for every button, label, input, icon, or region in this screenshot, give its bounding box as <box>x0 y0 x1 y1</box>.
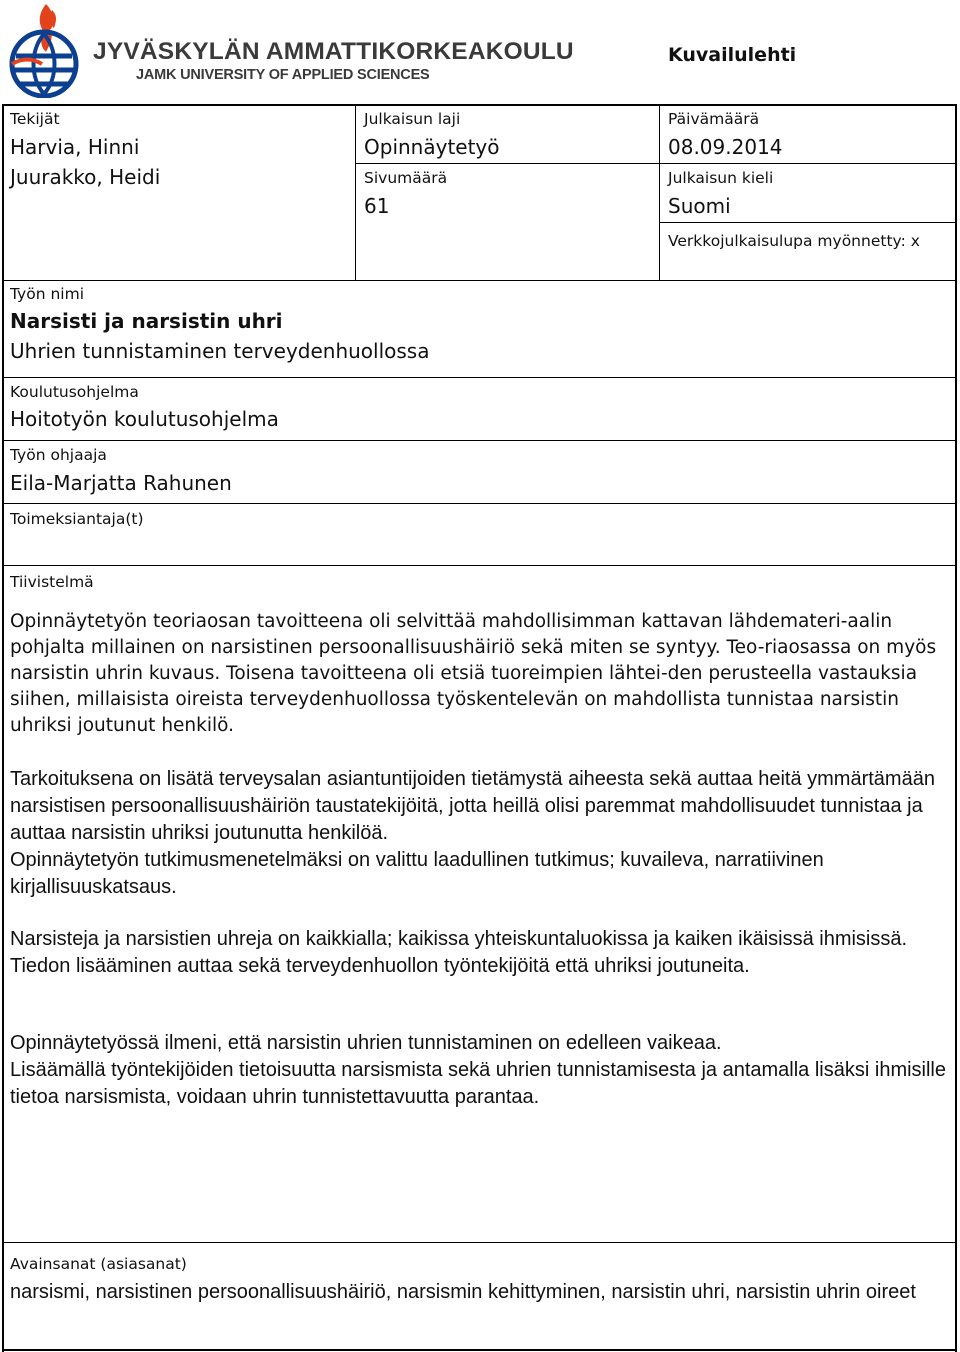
keywords-label: Avainsanat (asiasanat) <box>10 1255 187 1273</box>
logo-subtitle: JAMK UNIVERSITY OF APPLIED SCIENCES <box>136 67 430 83</box>
divider-pubtype-pages <box>355 163 659 164</box>
online-permission: Verkkojulkaisulupa myönnetty: x <box>668 232 920 250</box>
author-2: Juurakko, Heidi <box>10 165 161 189</box>
divider-before-keywords <box>2 1242 957 1243</box>
pubtype-value: Opinnäytetyö <box>364 135 500 159</box>
commissioner-label: Toimeksiantaja(t) <box>10 510 144 528</box>
program-label: Koulutusohjelma <box>10 383 139 401</box>
pages-value: 61 <box>364 194 390 218</box>
language-label: Julkaisun kieli <box>668 169 774 187</box>
divider-col2 <box>659 104 660 280</box>
author-1: Harvia, Hinni <box>10 135 140 159</box>
table-border-top <box>2 104 957 106</box>
table-border-right <box>955 104 957 1352</box>
keywords-value: narsismi, narsistinen persoonallisuushäiriö, narsismin kehittyminen, narsistin uhri, narsistin uhrin oireet <box>10 1281 916 1303</box>
abstract-paragraph-3: Opinnäytetyön tutkimusmenetelmäksi on valittu laadullinen tutkimus; kuvaileva, narratiivinen kirjallisuuskatsaus. <box>10 849 824 898</box>
thesis-title: Narsisti ja narsistin uhri <box>10 309 283 333</box>
abstract-label: Tiivistelmä <box>10 573 94 591</box>
thesis-title-label: Työn nimi <box>10 285 84 303</box>
divider-after-supervisor <box>2 503 957 504</box>
language-value: Suomi <box>668 194 731 218</box>
divider-after-program <box>2 440 957 441</box>
abstract-paragraph-2: Tarkoituksena on lisätä terveysalan asiantuntijoiden tietämystä aiheesta sekä auttaa heitä ymmärtämään narsistisen persoonallisuushäiriön taustatekijöitä, jotta heillä olisi paremmat mahdollisuudet tunnistaa ja auttaa narsistin uhriksi joutunutta henkilöä. <box>10 768 935 844</box>
program-value: Hoitotyön koulutusohjelma <box>10 407 279 431</box>
abstract-paragraph-6: Lisäämällä työntekijöiden tietoisuutta narsismista sekä uhrien tunnistamisesta ja antamalla lisäksi ihmisille tietoa narsismista, voidaan uhrin tunnistettavuutta parantaa. <box>10 1059 946 1108</box>
abstract-paragraph-4: Narsisteja ja narsistien uhreja on kaikkialla; kaikissa yhteiskuntaluokissa ja kaiken ikäisissä ihmisissä. Tiedon lisääminen auttaa sekä terveydenhuollon työntekijöitä että uhriksi joutuneita. <box>10 928 908 977</box>
date-label: Päivämäärä <box>668 110 760 128</box>
divider-after-title <box>2 377 957 378</box>
divider-col1 <box>355 104 356 280</box>
table-border-left <box>2 104 4 1352</box>
pubtype-label: Julkaisun laji <box>364 110 461 128</box>
divider-after-meta <box>2 280 957 281</box>
jamk-emblem-icon <box>2 0 92 98</box>
abstract-paragraph-1: Opinnäytetyön teoriaosan tavoitteena oli selvittää mahdollisimman kattavan lähdemateri-aalin pohjalta millainen on narsistinen persoonallisuushäiriö sekä miten se syntyy. Teo-riaosassa on myös narsistin uhrin kuvaus. Toisena tavoitteena oli etsiä tuoreimpien lähtei-den perusteella vastauksia siihen, millaisista oireista terveydenhuollossa työskentelevän on mahdollista tunnistaa narsistin uhriksi joutunut henkilö. <box>10 611 937 736</box>
divider-after-commissioner <box>2 565 957 566</box>
date-value: 08.09.2014 <box>668 135 783 159</box>
thesis-subtitle: Uhrien tunnistaminen terveydenhuollossa <box>10 339 430 363</box>
pages-label: Sivumäärä <box>364 169 448 187</box>
document-type: Kuvailulehti <box>668 44 797 66</box>
divider-language-permission <box>659 222 956 223</box>
table-border-bottom <box>2 1349 957 1351</box>
supervisor-label: Työn ohjaaja <box>10 446 107 464</box>
abstract-paragraph-5: Opinnäytetyössä ilmeni, että narsistin uhrien tunnistaminen on edelleen vaikeaa. <box>10 1032 722 1054</box>
logo-name: JYVÄSKYLÄN AMMATTIKORKEAKOULU <box>93 38 574 65</box>
supervisor-value: Eila-Marjatta Rahunen <box>10 471 232 495</box>
authors-label: Tekijät <box>10 110 60 128</box>
divider-date-language <box>659 163 956 164</box>
